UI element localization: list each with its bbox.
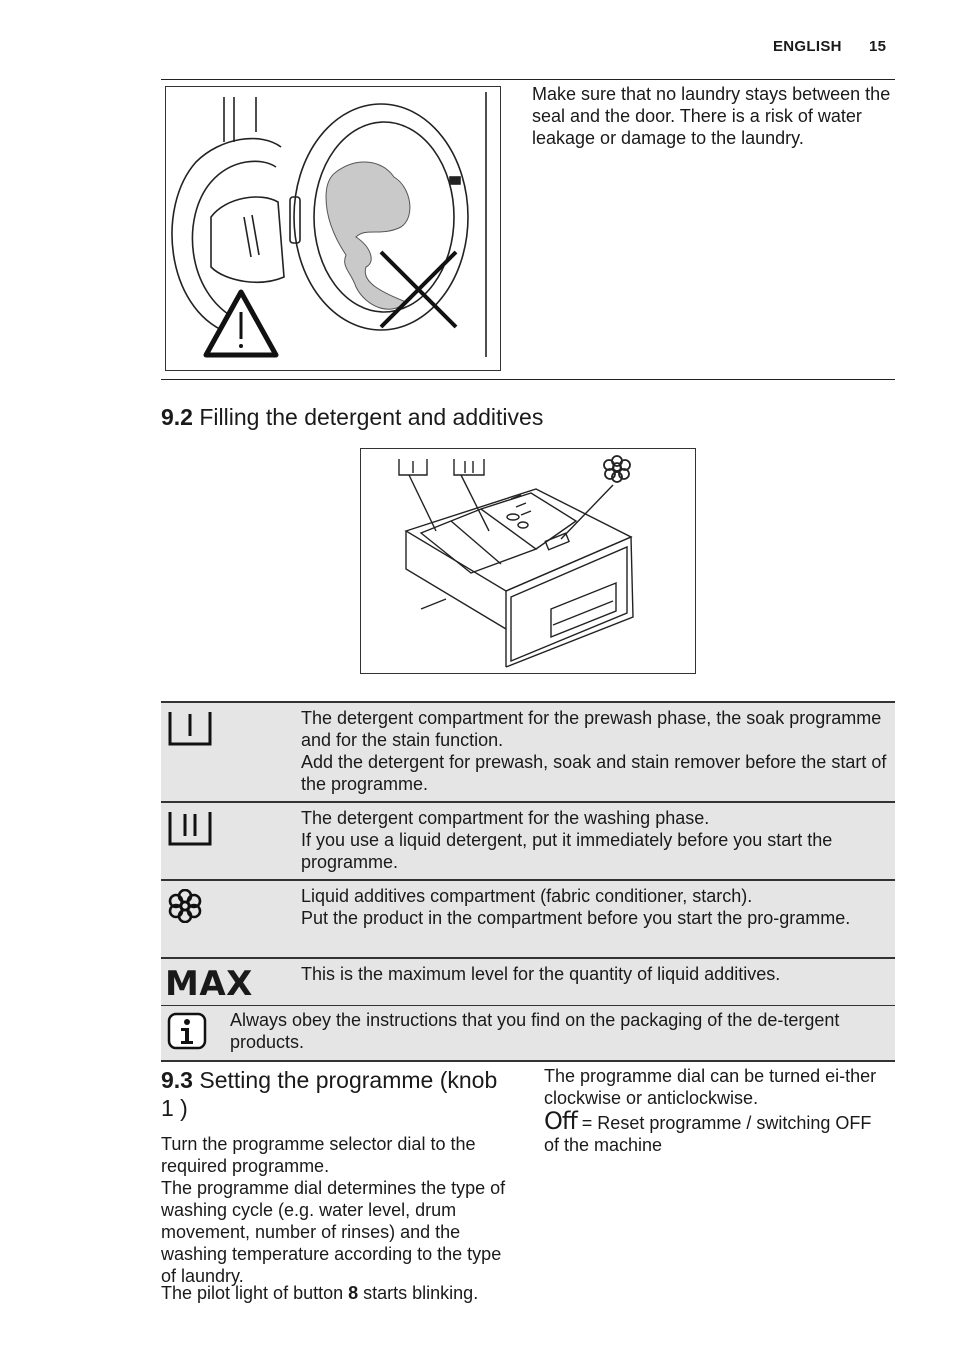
detergent-drawer-illustration: [361, 449, 695, 673]
off-setting-text: [544, 1107, 884, 1156]
off-description: = Reset programme / switching OFF of the machine: [544, 1113, 872, 1155]
section-divider: [161, 379, 895, 380]
compartment-row-main-wash: [161, 801, 895, 881]
warning-triangle-icon: [206, 292, 276, 355]
pilot-button-number: 8: [348, 1283, 359, 1303]
dispenser-figure: [360, 448, 696, 674]
language-label: ENGLISH: [773, 38, 842, 55]
door-caption: Make sure that no laundry stays between the seal and the door. There is a risk of water leakage or damage to the laundry.: [532, 84, 891, 148]
section-9-2-title: [161, 403, 543, 431]
washing-machine-door-illustration: [166, 87, 500, 370]
section-9-3-body: Turn the programme selector dial to the required programme. The programme dial determines the type of washing cycle (e.g. water level, drum movement, number of rinses) and the washing temperature according to the type of laundry.: [161, 1134, 506, 1286]
pilot-light-text: [161, 1282, 541, 1304]
page-number: 15: [869, 38, 887, 55]
main-wash-compartment-icon: [167, 809, 213, 852]
dial-direction-text: The programme dial can be turned ei-ther clockwise or anticlockwise.: [544, 1066, 877, 1108]
compartment-row-max: [161, 957, 895, 1005]
section-heading: Filling the detergent and additives: [199, 404, 544, 430]
flower-icon: [167, 889, 203, 928]
pilot-prefix: The pilot light of button: [161, 1283, 349, 1303]
additives-description: Liquid additives compartment (fabric conditioner, starch). Put the product in the compartment before you start the pro-gramme.: [301, 886, 851, 928]
main-wash-description: The detergent compartment for the washing phase. If you use a liquid detergent, put it immediately before you start the programme.: [301, 808, 833, 872]
prewash-compartment-icon: [167, 709, 213, 752]
prewash-description: The detergent compartment for the prewash phase, the soak programme and for the stain function. Add the detergent for prewash, soak and stain remover before the start of the programme.: [301, 708, 887, 794]
pilot-suffix: starts blinking.: [358, 1283, 479, 1303]
section-number: 9.3: [161, 1067, 193, 1093]
info-note: [161, 1005, 895, 1062]
info-note-text: Always obey the instructions that you find on the packaging of the de-tergent products.: [230, 1010, 840, 1052]
header-divider: [161, 79, 895, 80]
section-heading: Setting the programme (knob 1 ): [161, 1067, 498, 1121]
info-icon: [167, 1012, 207, 1055]
max-description: This is the maximum level for the quantity of liquid additives.: [301, 964, 781, 984]
compartment-row-prewash: [161, 701, 895, 803]
off-symbol: Off: [544, 1107, 577, 1135]
section-number: 9.2: [161, 404, 193, 430]
flower-symbol-icon: [604, 456, 630, 482]
compartment-row-additives: [161, 879, 895, 959]
max-level-symbol: MAX: [165, 964, 253, 1004]
section-9-3-title: [161, 1066, 501, 1122]
door-seal-figure: [165, 86, 501, 371]
